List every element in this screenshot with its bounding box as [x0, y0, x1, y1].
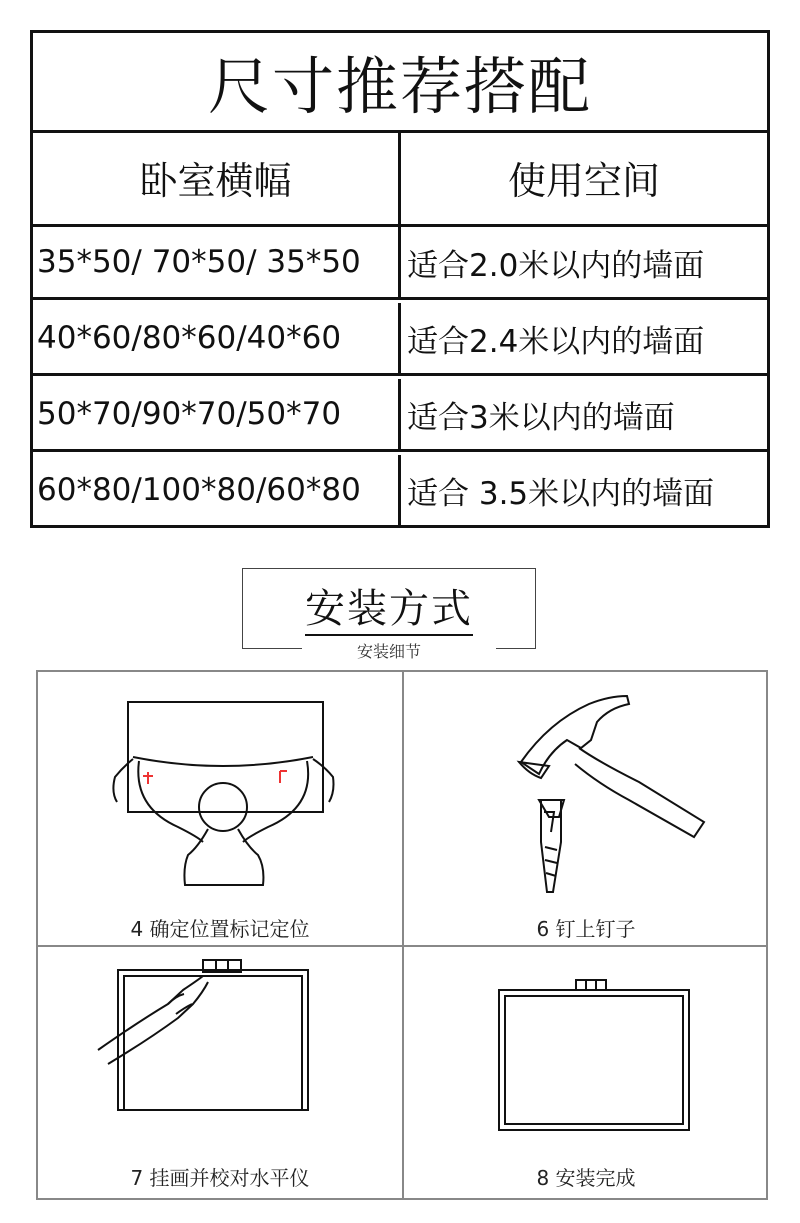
step-card: [404, 672, 768, 945]
install-heading: [242, 568, 536, 661]
table-row: [33, 303, 767, 376]
table-row: [33, 227, 767, 300]
size-cell: 50*70/90*70/50*70: [33, 379, 401, 449]
step-caption: 8 安装完成: [536, 1166, 636, 1190]
divider: [496, 648, 536, 649]
hammer-nail-illustration: [479, 682, 719, 912]
mark-position-illustration: [103, 697, 343, 897]
header-usage-space: 使用空间: [507, 158, 660, 203]
step-caption: 4 确定位置标记定位: [130, 917, 310, 941]
size-table: [30, 30, 770, 528]
step-caption: 6 钉上钉子: [536, 917, 636, 941]
table-row: [33, 379, 767, 452]
step-card: [404, 947, 768, 1200]
size-cell: 35*50/ 70*50/ 35*50: [33, 227, 401, 297]
table-row: [33, 455, 767, 525]
install-steps-grid: [36, 670, 768, 1200]
table-title: 尺寸推荐搭配: [33, 33, 767, 133]
step-caption: 7 挂画并校对水平仪: [130, 1166, 310, 1190]
finished-frame-illustration: [494, 972, 694, 1132]
hang-level-illustration: [88, 952, 348, 1112]
size-cell: 60*80/100*80/60*80: [33, 455, 401, 525]
header-bedroom-banner: 卧室横幅: [33, 130, 401, 224]
install-title: 安装方式: [243, 577, 535, 634]
step-card: [38, 672, 402, 945]
install-subtitle: 安装细节: [356, 642, 421, 661]
space-cell: 适合3米以内的墙面: [407, 399, 675, 436]
space-cell: 适合2.0米以内的墙面: [407, 247, 705, 284]
size-cell: 40*60/80*60/40*60: [33, 303, 401, 373]
space-cell: 适合 3.5米以内的墙面: [407, 475, 715, 512]
table-header: [33, 130, 767, 227]
space-cell: 适合2.4米以内的墙面: [407, 323, 705, 360]
step-card: [38, 947, 402, 1200]
